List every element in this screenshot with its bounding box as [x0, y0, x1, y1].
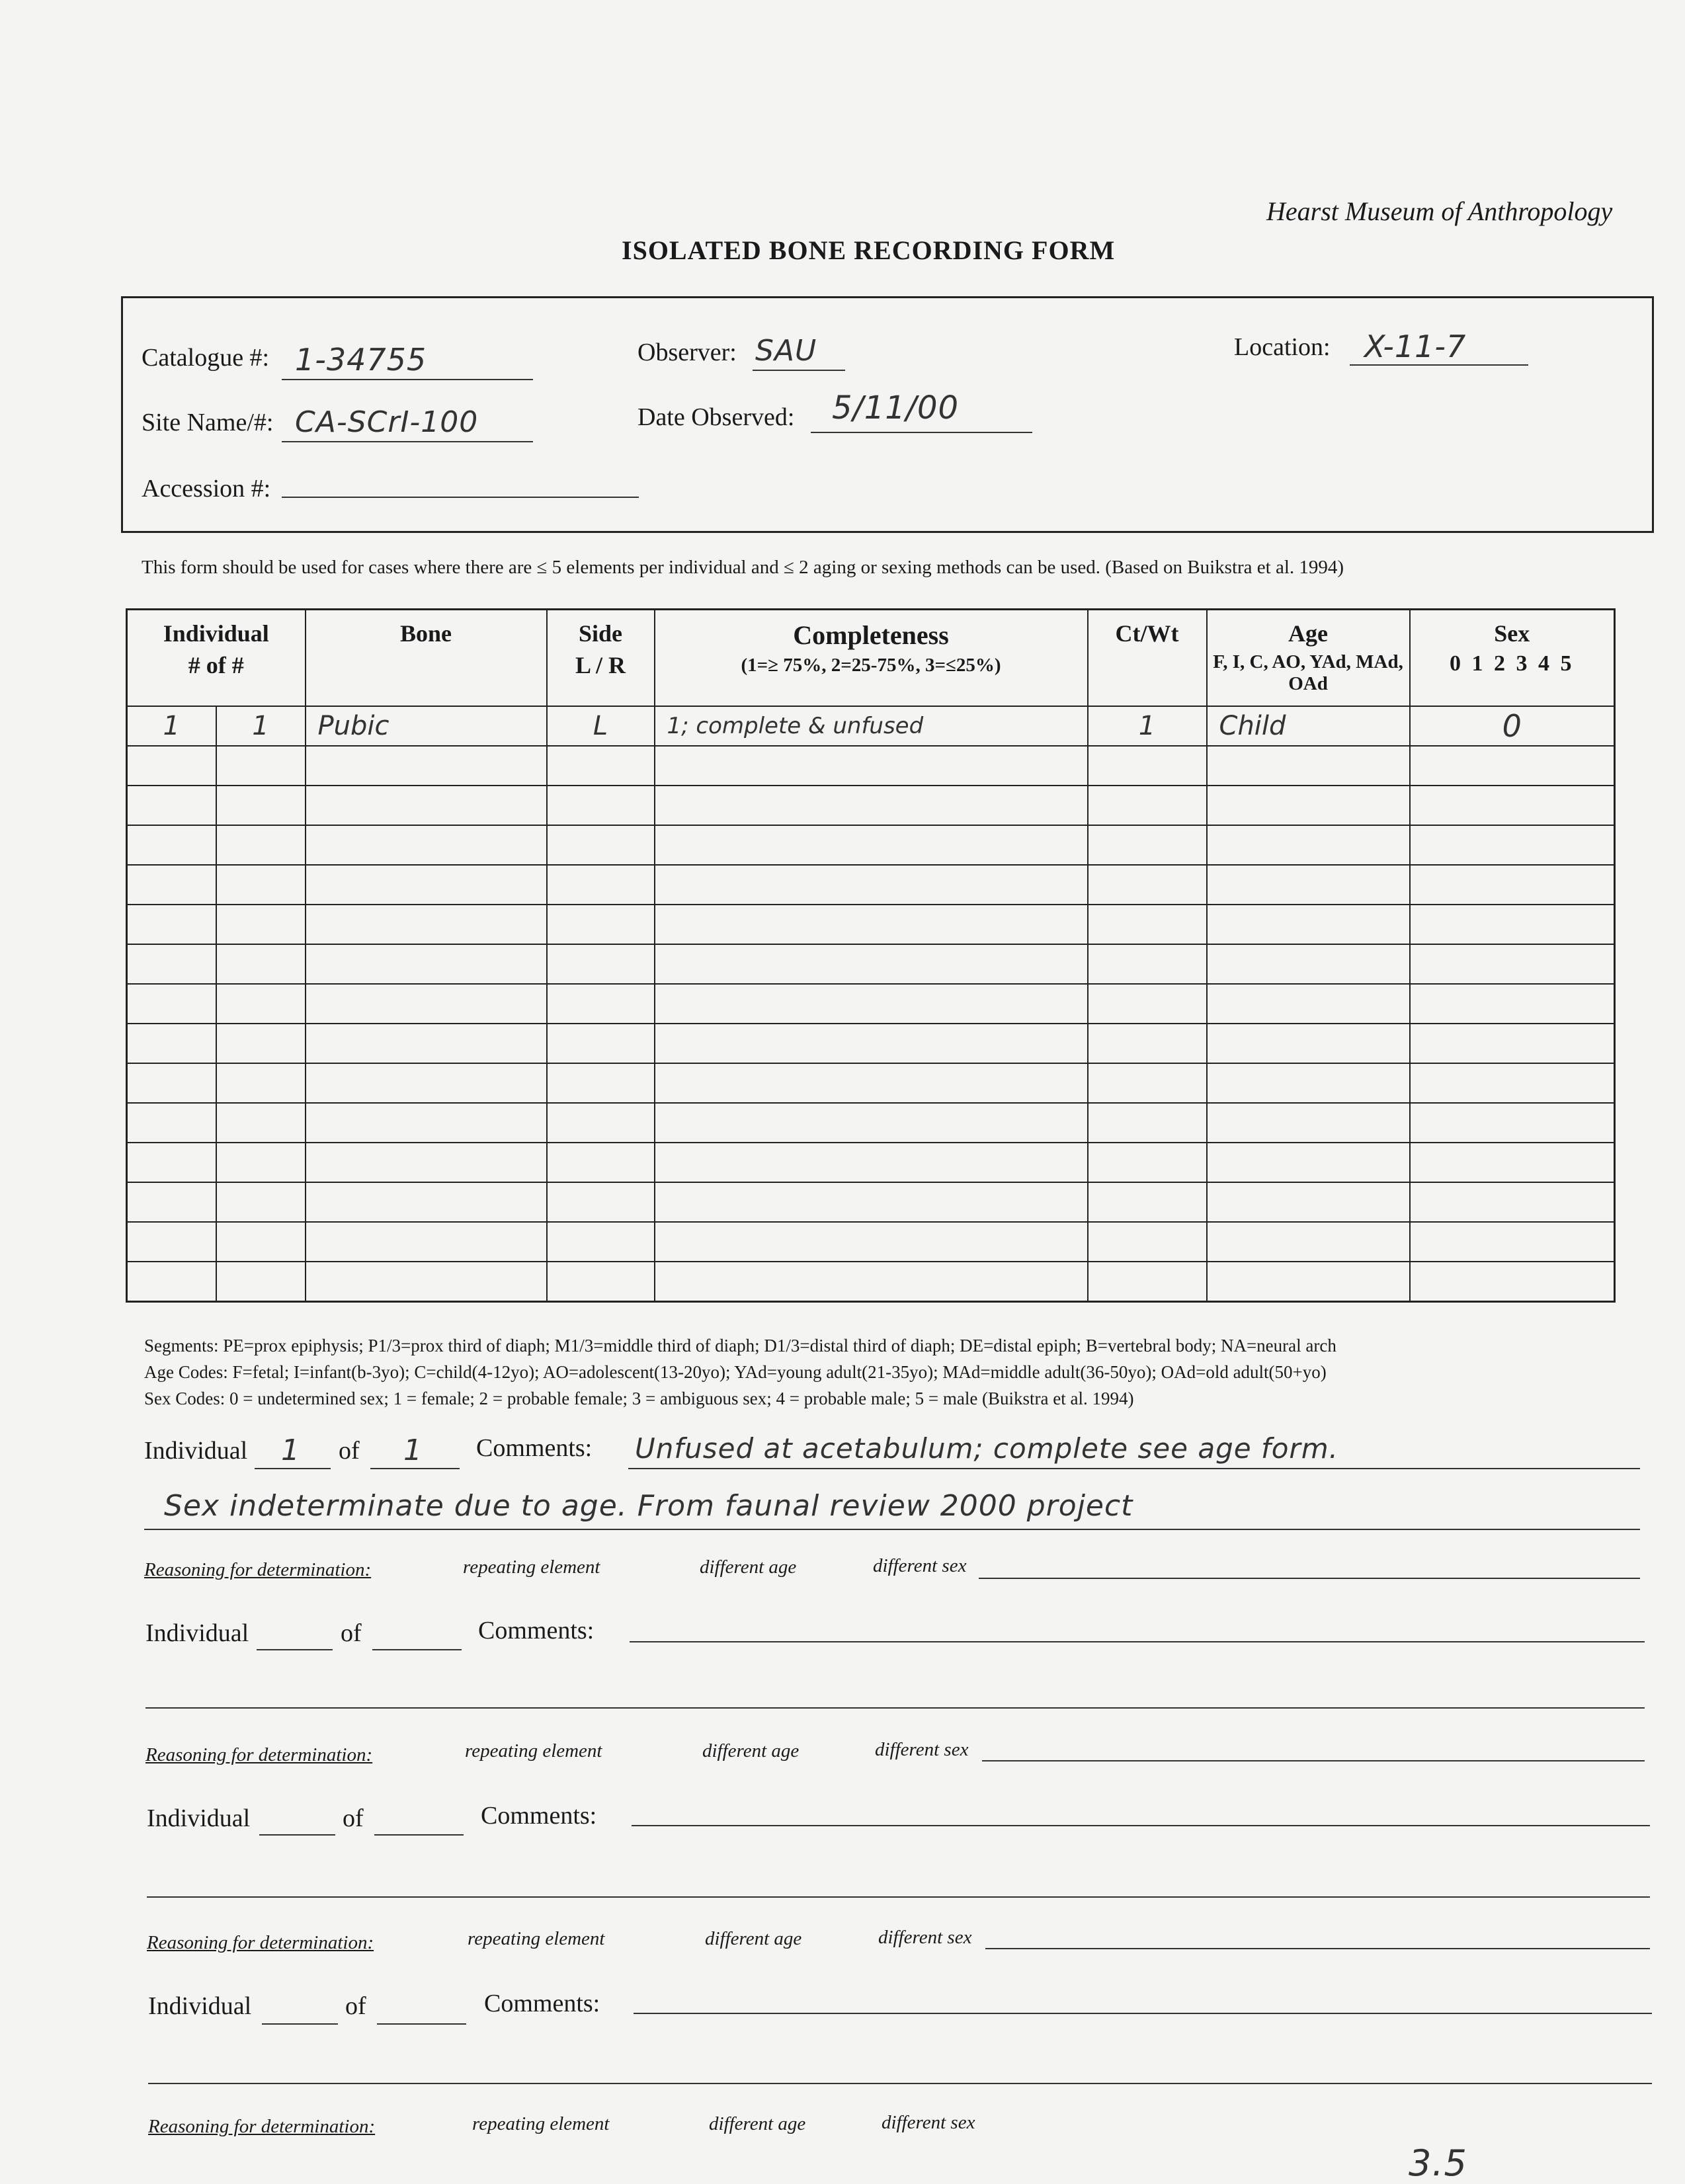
reasoning-label [148, 2116, 375, 2138]
cell-ind-of[interactable]: 1 [216, 706, 306, 746]
table-row[interactable] [127, 865, 1615, 905]
individual-field[interactable] [257, 1629, 333, 1650]
option-repeating-element[interactable]: repeating element [463, 1557, 600, 1578]
table-row[interactable] [127, 905, 1615, 944]
form-title: ISOLATED BONE RECORDING FORM [622, 235, 1116, 265]
instructions: This form should be used for cases where there are ≤ 5 elements per individual and ≤ 2 aging or sexing methods can be used. (Based on Buikstra et al. 1994) [142, 557, 1344, 578]
reasoning-label [144, 1559, 371, 1581]
cell-bone[interactable]: Pubic [306, 706, 547, 746]
col-individual [127, 610, 306, 707]
cell-side[interactable]: L [547, 706, 655, 746]
col-bone [306, 610, 547, 707]
col-completeness [655, 610, 1088, 707]
reasoning-label [147, 1932, 374, 1954]
reasoning-label-text: Reasoning for determination: [144, 1559, 372, 1580]
table-row[interactable] [127, 944, 1615, 984]
comment-text-2: Sex indeterminate due to age. From faunal review 2000 project [164, 1489, 1133, 1523]
age-codes: Age Codes: F=fetal; I=infant(b-3yo); C=child(4-12yo); AO=adolescent(13-20yo); YAd=young adult(21-35yo); MAd=middle adult(36-50yo); OAd=old adult(50+yo) [144, 1362, 1327, 1382]
individual-value: 1 [281, 1434, 300, 1467]
location-label: Location: [1234, 333, 1331, 361]
catalogue-label: Catalogue #: [142, 344, 270, 372]
option-different-sex[interactable]: different sex [873, 1555, 967, 1576]
date-label: Date Observed: [637, 403, 795, 431]
option-different-age[interactable]: different age [702, 1740, 800, 1761]
individual-label: Individual [148, 1992, 252, 2020]
option-different-sex[interactable]: different sex [875, 1739, 969, 1760]
of-value: 1 [403, 1434, 423, 1467]
col-completeness-sub: (1=≥ 75%, 2=25-75%, 3=≤25%) [741, 655, 1001, 676]
cell-age[interactable]: Child [1207, 706, 1410, 746]
table-row[interactable] [127, 1222, 1615, 1262]
table-row[interactable] [127, 1262, 1615, 1302]
reasoning-label [145, 1744, 372, 1766]
table-row[interactable] [127, 1063, 1615, 1103]
option-different-age[interactable]: different age [700, 1557, 797, 1578]
code-legend [144, 1332, 1336, 1412]
of-label: of [343, 1804, 364, 1832]
option-different-sex[interactable]: different sex [878, 1927, 972, 1948]
col-age-label: Age [1288, 620, 1328, 647]
option-different-sex[interactable]: different sex [882, 2112, 975, 2133]
individual-label: Individual [147, 1804, 251, 1832]
comment-line-2[interactable] [147, 1863, 1650, 1898]
accession-field[interactable] [282, 470, 639, 498]
location-field[interactable] [1350, 329, 1528, 366]
individual-label: Individual [144, 1437, 248, 1465]
date-value: 5/11/00 [832, 389, 960, 426]
comments-label: Comments: [484, 1990, 600, 2017]
col-ctwt-label: Ct/Wt [1115, 620, 1179, 647]
accession-label: Accession #: [142, 475, 271, 503]
catalogue-value: 1-34755 [295, 342, 427, 378]
comments-label: Comments: [476, 1434, 593, 1462]
col-individual-sub: # of # [188, 652, 244, 678]
col-bone-label: Bone [400, 620, 452, 647]
table-row[interactable] [127, 1024, 1615, 1063]
table-row[interactable] [127, 984, 1615, 1024]
of-label: of [339, 1437, 360, 1465]
reasoning-line[interactable] [985, 1928, 1650, 1949]
cell-ind-num[interactable]: 1 [127, 706, 216, 746]
cell-sex[interactable]: 0 [1410, 706, 1615, 746]
site-value: CA-SCrI-100 [295, 405, 479, 439]
comment-line-2[interactable] [148, 2050, 1652, 2084]
observer-field[interactable] [753, 334, 845, 371]
table-row[interactable] [127, 825, 1615, 865]
comment-text-1: Unfused at acetabulum; complete see age form. [635, 1432, 1338, 1465]
comment-line-1[interactable] [634, 1988, 1652, 2014]
col-sex-sub: 0 1 2 3 4 5 [1450, 651, 1575, 676]
of-field[interactable] [374, 1814, 464, 1836]
reasoning-line[interactable] [982, 1740, 1645, 1761]
table-row[interactable] [127, 746, 1615, 786]
catalogue-field[interactable] [282, 342, 533, 380]
comment-line-1[interactable] [628, 1432, 1640, 1469]
reasoning-label-text: Reasoning for determination: [147, 1932, 374, 1953]
individual-field[interactable] [262, 2003, 338, 2025]
individual-field[interactable] [255, 1434, 331, 1469]
of-label: of [341, 1619, 362, 1647]
sex-codes: Sex Codes: 0 = undetermined sex; 1 = female; 2 = probable female; 3 = ambiguous sex; 4 = probable male; 5 = male (Buikstra et al. 1994) [144, 1389, 1134, 1408]
segments-codes: Segments: PE=prox epiphysis; P1/3=prox third of diaph; M1/3=middle third of diaph; D1/3=distal third of diaph; DE=distal epiph; B=vertebral body; NA=neural arch [144, 1336, 1336, 1355]
option-repeating-element[interactable]: repeating element [468, 1928, 605, 1949]
table-row[interactable] [127, 786, 1615, 825]
option-different-age[interactable]: different age [705, 1928, 802, 1949]
individual-label: Individual [145, 1619, 249, 1647]
col-sex-label: Sex [1494, 620, 1530, 647]
table-row[interactable] [127, 1182, 1615, 1222]
comment-line-2[interactable] [145, 1674, 1645, 1709]
col-individual-label: Individual [163, 620, 269, 647]
institution-name: Hearst Museum of Anthropology [1266, 196, 1613, 226]
reasoning-label-text: Reasoning for determination: [148, 2116, 376, 2137]
col-sex [1410, 610, 1615, 707]
observer-label: Observer: [637, 339, 737, 366]
comment-line-1[interactable] [632, 1800, 1650, 1826]
of-label: of [345, 1992, 366, 2020]
cell-completeness[interactable]: 1; complete & unfused [655, 706, 1088, 746]
site-field[interactable] [282, 405, 533, 442]
comments-label: Comments: [478, 1617, 595, 1644]
individual-field[interactable] [259, 1814, 335, 1836]
location-value: X-11-7 [1364, 329, 1467, 364]
col-age-sub: F, I, C, AO, YAd, MAd, OAd [1213, 651, 1403, 694]
col-age [1207, 610, 1410, 707]
bone-table [126, 608, 1616, 1303]
of-field[interactable] [370, 1434, 460, 1469]
header-box [121, 296, 1654, 533]
table-row[interactable] [127, 1143, 1615, 1182]
table-row[interactable] [127, 1103, 1615, 1143]
cell-ctwt[interactable]: 1 [1088, 706, 1207, 746]
col-completeness-label: Completeness [793, 620, 949, 650]
col-side-label: Side [579, 620, 623, 647]
col-side [547, 610, 655, 707]
observer-value: SAU [755, 334, 817, 368]
option-different-age[interactable]: different age [709, 2113, 806, 2134]
col-side-sub: L / R [575, 652, 626, 678]
of-field[interactable] [372, 1629, 462, 1650]
option-repeating-element[interactable]: repeating element [465, 1740, 602, 1761]
col-ctwt [1088, 610, 1207, 707]
reasoning-label-text: Reasoning for determination: [145, 1744, 373, 1765]
reasoning-line[interactable] [979, 1558, 1640, 1579]
site-label: Site Name/#: [142, 409, 274, 436]
comment-line-1[interactable] [630, 1616, 1645, 1642]
table-row [127, 706, 1615, 746]
of-field[interactable] [377, 2003, 466, 2025]
comment-line-2[interactable] [144, 1489, 1640, 1530]
page-number: 3.5 [1409, 2142, 1467, 2184]
comments-label: Comments: [481, 1802, 597, 1830]
date-field[interactable] [811, 389, 1032, 433]
option-repeating-element[interactable]: repeating element [472, 2113, 610, 2134]
